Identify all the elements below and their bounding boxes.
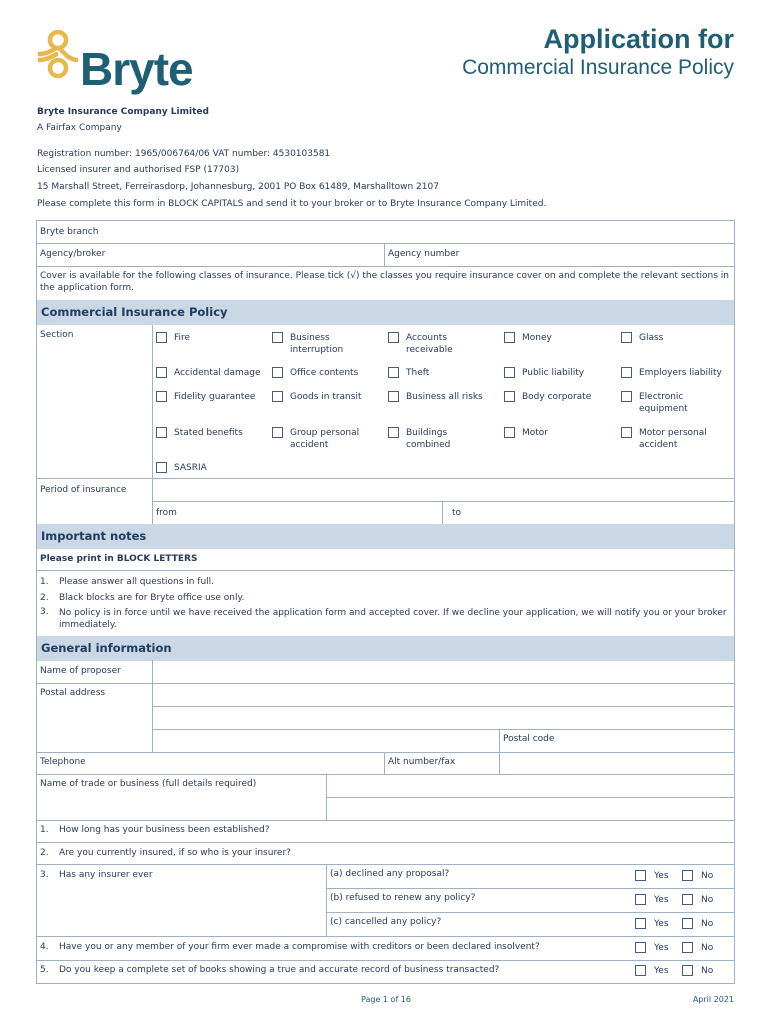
q4-no-label: No <box>701 943 714 953</box>
checkbox-group-personal-accident[interactable] <box>272 427 283 438</box>
q2-text: Are you currently insured, if so who is your insurer? <box>59 848 291 858</box>
option-public-liability: Public liability <box>522 368 585 378</box>
q5-yes-checkbox[interactable] <box>635 965 646 976</box>
option-money: Money <box>522 333 552 343</box>
checkbox-money[interactable] <box>504 332 515 343</box>
commercial-heading: Commercial Insurance Policy <box>41 305 228 319</box>
registration-text: Registration number: 1965/006764/06 VAT number: 4530103581 <box>37 149 331 159</box>
checkbox-business-interruption[interactable] <box>272 332 283 343</box>
checkbox-office-contents[interactable] <box>272 367 283 378</box>
telephone-label: Telephone <box>40 757 86 767</box>
footer-date: April 2021 <box>692 995 734 1004</box>
company-parent: A Fairfax Company <box>37 123 122 133</box>
option-accidental-damage: Accidental damage <box>174 368 261 378</box>
agency-label: Agency/broker <box>40 249 106 259</box>
note-1-num: 1. <box>40 577 49 587</box>
address-text: 15 Marshall Street, Ferreirasdorp, Johannesburg, 2001 PO Box 61489, Marshalltown 2107 <box>37 182 439 192</box>
q3a-yes-checkbox[interactable] <box>635 870 646 881</box>
q5-yes-label: Yes <box>654 966 669 976</box>
page-number: Page 1 of 16 <box>361 995 411 1004</box>
q5-num: 5. <box>40 965 49 975</box>
checkbox-motor-personal-accident[interactable] <box>621 427 632 438</box>
option-sasria: SASRIA <box>174 463 207 473</box>
checkbox-goods-in-transit[interactable] <box>272 391 283 402</box>
proposer-label: Name of proposer <box>40 666 121 676</box>
option-motor: Motor <box>522 428 549 438</box>
q3b-yes-checkbox[interactable] <box>635 894 646 905</box>
option-theft: Theft <box>406 368 430 378</box>
checkbox-stated-benefits[interactable] <box>156 427 167 438</box>
note-3-text: No policy is in force until we have received the application form and accepted cover. If we decline your application, we will notify you or your broker immediately. <box>59 608 727 630</box>
checkbox-electronic-equipment[interactable] <box>621 391 632 402</box>
note-3-num: 3. <box>40 607 49 617</box>
q1-text: How long has your business been established? <box>59 825 270 835</box>
q3a-no-label: No <box>701 871 714 881</box>
q3-num: 3. <box>40 870 49 880</box>
q5-no-checkbox[interactable] <box>682 965 693 976</box>
branch-label: Bryte branch <box>40 227 99 237</box>
q3c-yes-label: Yes <box>654 919 669 929</box>
option-body-corporate: Body corporate <box>522 392 592 402</box>
to-label: to <box>452 508 462 518</box>
option-goods-in-transit: Goods in transit <box>290 392 362 402</box>
postal-address-label: Postal address <box>40 688 106 698</box>
option-fidelity-guarantee: Fidelity guarantee <box>174 392 256 402</box>
postal-code-label: Postal code <box>503 734 555 744</box>
q3a-text: (a) declined any proposal? <box>330 869 450 879</box>
q2-num: 2. <box>40 848 49 858</box>
checkbox-buildings-combined[interactable] <box>388 427 399 438</box>
checkbox-motor[interactable] <box>504 427 515 438</box>
bryte-logo-mark <box>36 28 80 84</box>
q3b-text: (b) refused to renew any policy? <box>330 893 476 903</box>
cover-note: Cover is available for the following classes of insurance. Please tick (√) the classes you require insurance cover on and complete the relevant sections in the application form. <box>40 271 729 293</box>
checkbox-accidental-damage[interactable] <box>156 367 167 378</box>
checkbox-business-all-risks[interactable] <box>388 391 399 402</box>
general-heading: General information <box>41 641 172 655</box>
option-stated-benefits: Stated benefits <box>174 428 243 438</box>
q3b-no-checkbox[interactable] <box>682 894 693 905</box>
page-title: Application for <box>543 24 734 54</box>
notes-section-header <box>37 524 734 549</box>
option-employers-liability: Employers liability <box>639 368 722 378</box>
q3a-yes-label: Yes <box>654 871 669 881</box>
company-name: Bryte Insurance Company Limited <box>37 107 209 117</box>
option-fire: Fire <box>174 333 191 343</box>
brand-name: Bryte <box>80 43 193 95</box>
q3c-no-checkbox[interactable] <box>682 918 693 929</box>
q3c-no-label: No <box>701 919 714 929</box>
print-instruction: Please print in BLOCK LETTERS <box>40 554 198 564</box>
q1-num: 1. <box>40 825 49 835</box>
checkbox-theft[interactable] <box>388 367 399 378</box>
option-business-interruption: Business interruption <box>290 333 344 355</box>
q3-text: Has any insurer ever <box>59 870 153 880</box>
option-electronic-equipment: Electronic equipment <box>639 392 688 414</box>
q3b-yes-label: Yes <box>654 895 669 905</box>
checkbox-public-liability[interactable] <box>504 367 515 378</box>
checkbox-employers-liability[interactable] <box>621 367 632 378</box>
option-motor-personal-accident: Motor personal accident <box>639 428 707 450</box>
checkbox-glass[interactable] <box>621 332 632 343</box>
agency-number-label: Agency number <box>388 249 460 259</box>
q3a-no-checkbox[interactable] <box>682 870 693 881</box>
checkbox-sasria[interactable] <box>156 462 167 473</box>
instruction-text: Please complete this form in BLOCK CAPITALS and send it to your broker or to Bryte Insurance Company Limited. <box>37 199 547 209</box>
checkbox-fire[interactable] <box>156 332 167 343</box>
option-business-all-risks: Business all risks <box>406 392 483 402</box>
option-buildings-combined: Buildings combined <box>406 428 451 450</box>
trade-label: Name of trade or business (full details required) <box>40 779 257 789</box>
checkbox-body-corporate[interactable] <box>504 391 515 402</box>
from-label: from <box>156 508 177 518</box>
general-section-header <box>37 636 734 661</box>
q5-text: Do you keep a complete set of books showing a true and accurate record of business transacted? <box>59 965 500 975</box>
section-label: Section <box>40 330 74 340</box>
page-subtitle: Commercial Insurance Policy <box>462 56 734 79</box>
option-accounts-receivable: Accounts receivable <box>406 333 453 355</box>
q3c-yes-checkbox[interactable] <box>635 918 646 929</box>
q4-yes-label: Yes <box>654 943 669 953</box>
q3c-text: (c) cancelled any policy? <box>330 917 442 927</box>
note-1-text: Please answer all questions in full. <box>59 577 215 587</box>
option-office-contents: Office contents <box>290 368 359 378</box>
checkbox-fidelity-guarantee[interactable] <box>156 391 167 402</box>
note-2-num: 2. <box>40 593 49 603</box>
q4-text: Have you or any member of your firm ever made a compromise with creditors or been declared insolvent? <box>59 942 540 952</box>
option-glass: Glass <box>639 333 664 343</box>
alt-number-label: Alt number/fax <box>388 757 456 767</box>
q3b-no-label: No <box>701 895 714 905</box>
period-label: Period of insurance <box>40 485 127 495</box>
licence-text: Licensed insurer and authorised FSP (17703) <box>37 165 240 175</box>
option-group-personal-accident: Group personal accident <box>290 428 360 450</box>
note-2-text: Black blocks are for Bryte office use only. <box>59 593 245 603</box>
notes-heading: Important notes <box>41 529 147 543</box>
checkbox-accounts-receivable[interactable] <box>388 332 399 343</box>
q5-no-label: No <box>701 966 714 976</box>
q4-num: 4. <box>40 942 49 952</box>
commercial-section-header <box>37 300 734 325</box>
q4-no-checkbox[interactable] <box>682 942 693 953</box>
q4-yes-checkbox[interactable] <box>635 942 646 953</box>
